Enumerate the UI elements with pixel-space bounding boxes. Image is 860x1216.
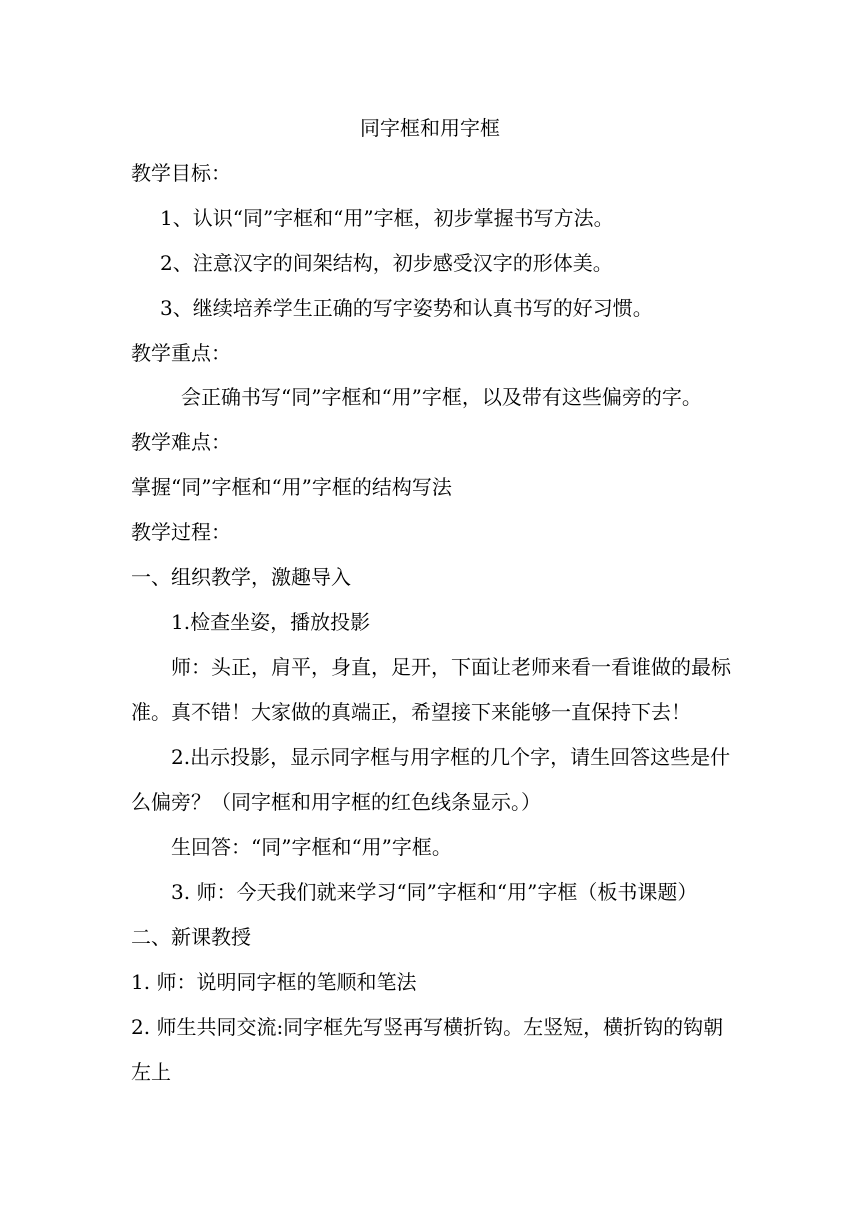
document-title: 同字框和用字框: [360, 116, 500, 140]
objective-3: 3、继续培养学生正确的写字姿势和认真书写的好习惯。: [160, 296, 653, 320]
process-step-3: 3. 师：今天我们就来学习“同”字框和“用”字框（板书课题）: [171, 880, 698, 904]
section-heading-process: 教学过程：: [131, 520, 231, 544]
teacher-line-1-cont: 准。真不错！大家做的真端正，希望接下来能够一直保持下去！: [131, 700, 691, 724]
section-heading-key-points: 教学重点：: [131, 341, 231, 365]
new-lesson-item-2-cont: 左上: [131, 1060, 171, 1084]
section-heading-difficulties: 教学难点：: [131, 430, 231, 454]
difficulty-text: 掌握“同”字框和“用”字框的结构写法: [131, 475, 452, 499]
student-answer: 生回答：“同”字框和“用”字框。: [171, 835, 452, 859]
objective-2: 2、注意汉字的间架结构，初步感受汉字的形体美。: [160, 251, 613, 275]
new-lesson-item-2: 2. 师生共同交流:同字框先写竖再写横折钩。左竖短，横折钩的钩朝: [131, 1015, 724, 1039]
process-step-2: 2.出示投影，显示同字框与用字框的几个字，请生回答这些是什: [171, 745, 731, 769]
process-step-2-cont: 么偏旁？（同字框和用字框的红色线条显示。）: [131, 790, 541, 814]
process-part-2-heading: 二、新课教授: [131, 925, 251, 949]
teacher-line-1: 师：头正，肩平，身直，足开，下面让老师来看一看谁做的最标: [171, 655, 731, 679]
new-lesson-item-1: 1. 师：说明同字框的笔顺和笔法: [131, 970, 417, 994]
process-part-1-heading: 一、组织教学，激趣导入: [131, 565, 351, 589]
key-point-text: 会正确书写“同”字框和“用”字框，以及带有这些偏旁的字。: [181, 385, 702, 409]
section-heading-objectives: 教学目标：: [131, 161, 231, 185]
objective-1: 1、认识“同”字框和“用”字框，初步掌握书写方法。: [160, 206, 614, 230]
process-step-1: 1.检查坐姿，播放投影: [171, 610, 371, 634]
